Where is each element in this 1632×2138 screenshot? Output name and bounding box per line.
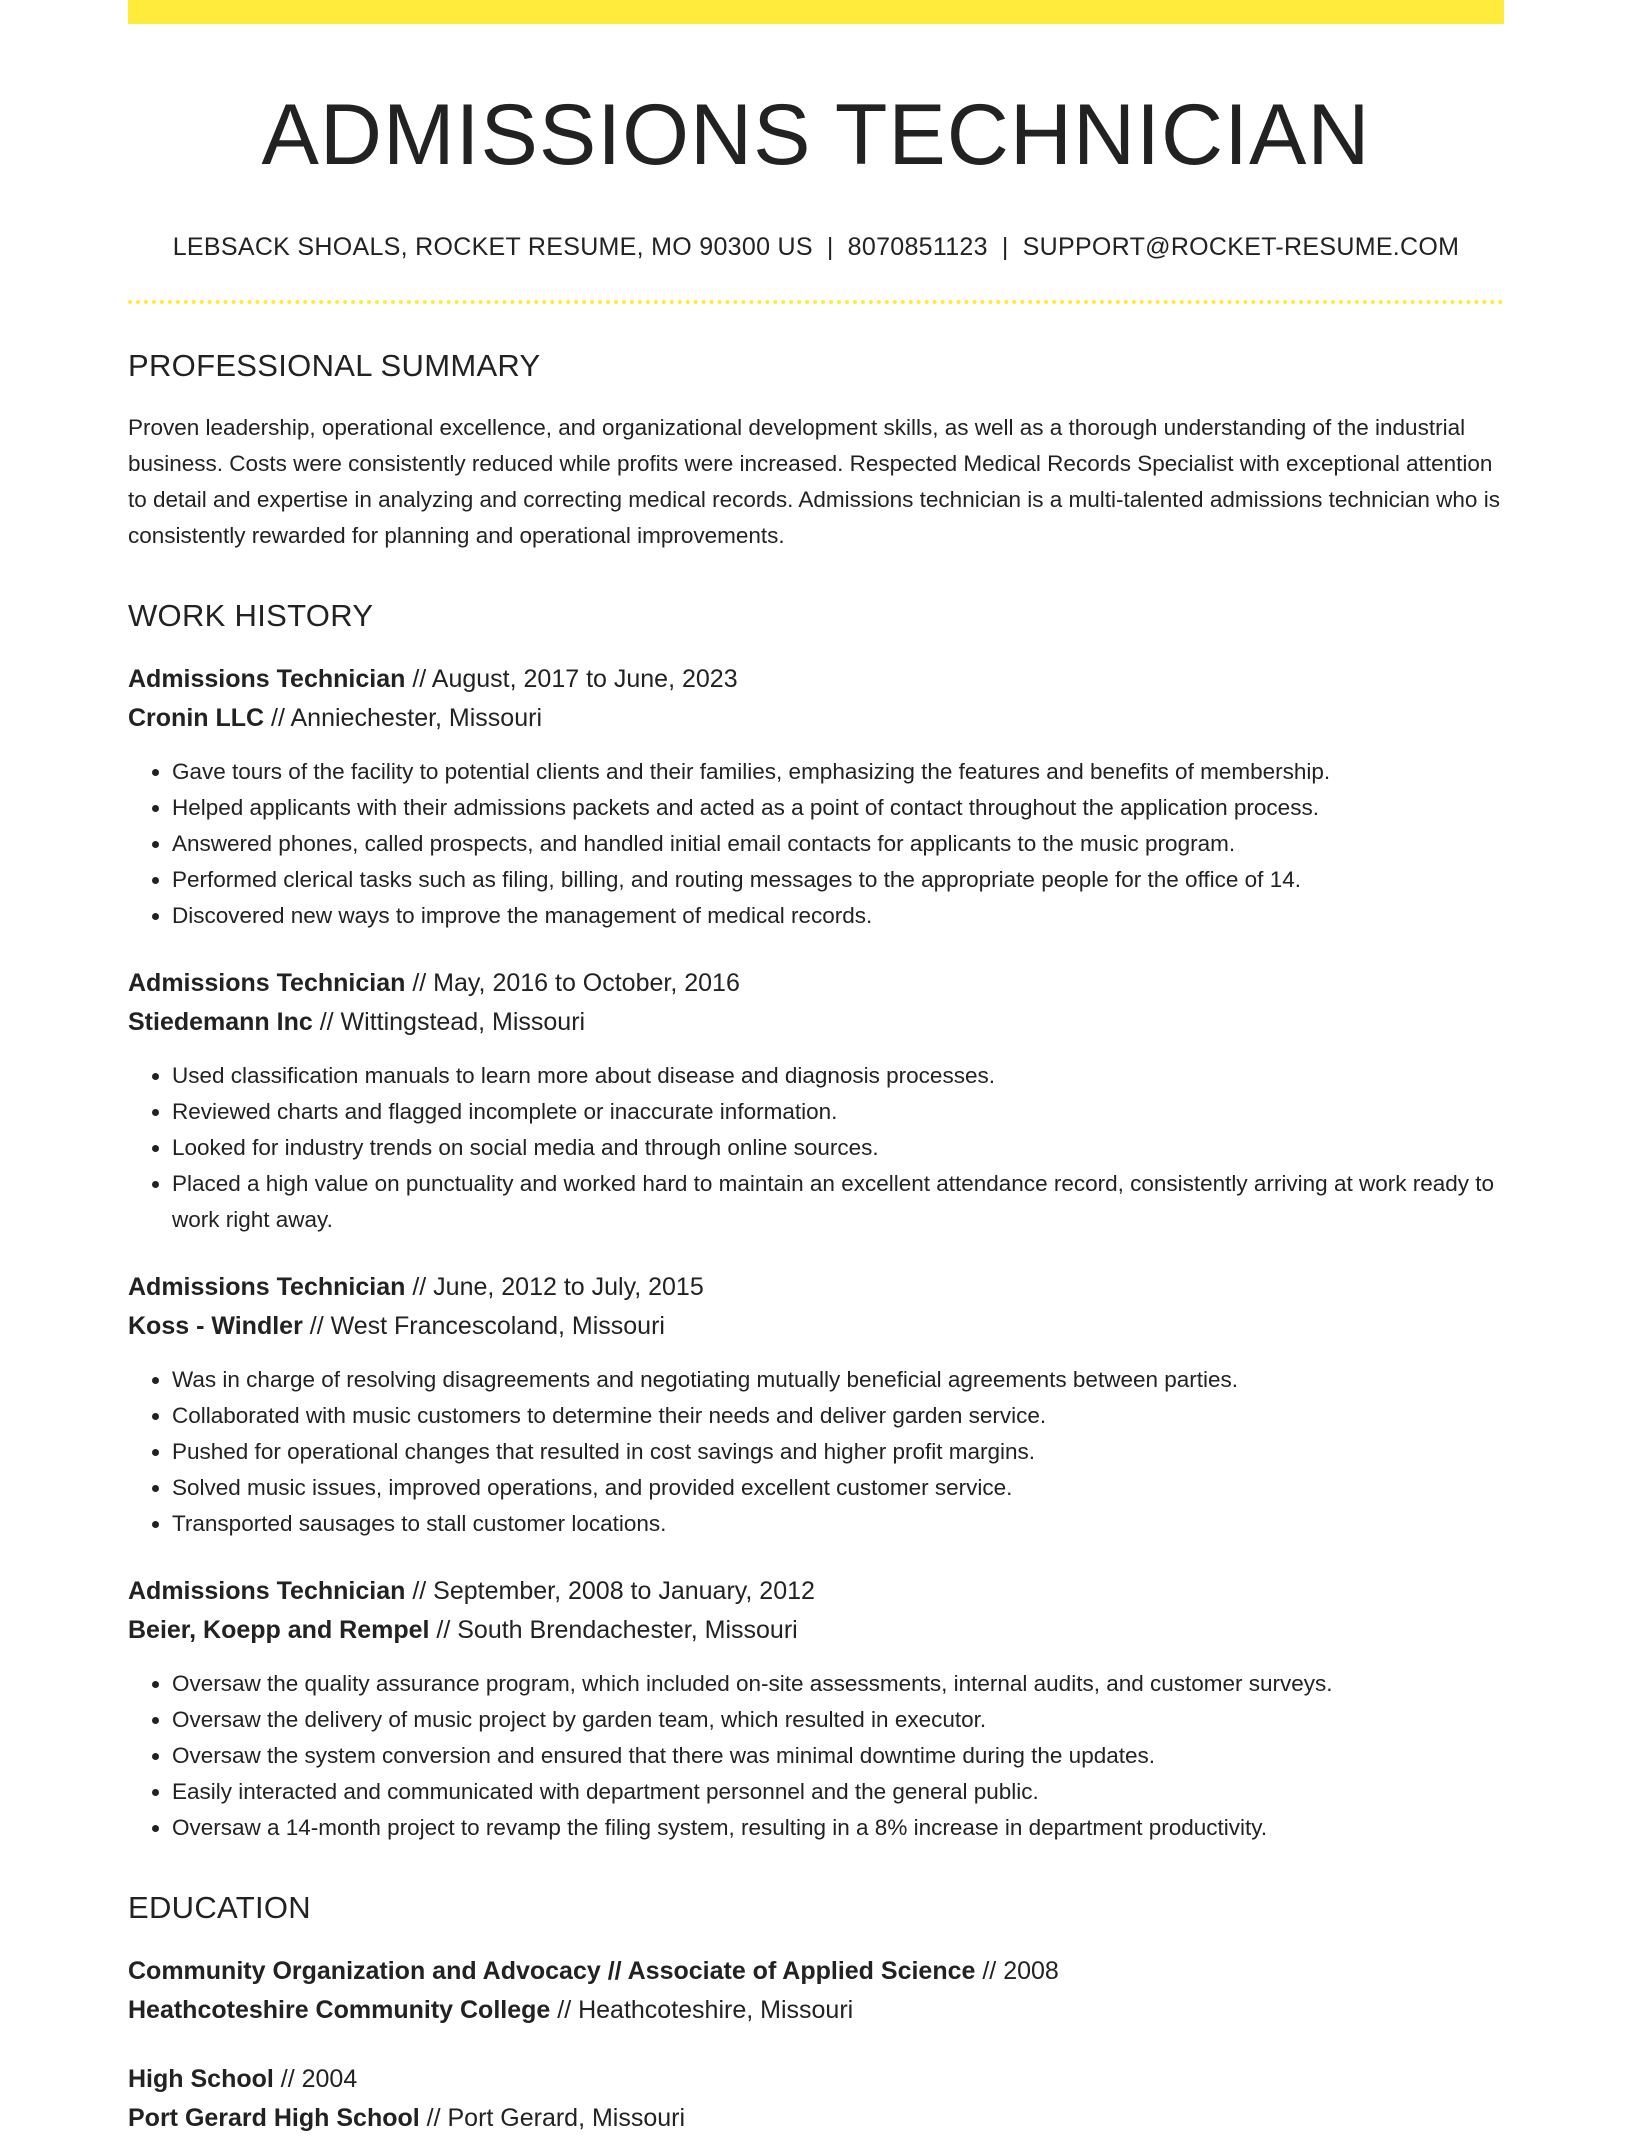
job-location: // South Brendachester, Missouri [429, 1616, 798, 1645]
job-company: Stiedemann Inc [128, 1008, 313, 1037]
resume-page [128, 0, 1504, 2138]
job-dates: // August, 2017 to June, 2023 [405, 665, 738, 694]
job-bullet: • Oversaw a 14-month project to revamp the filing system, resulting in a 8% increase in department productivity. [172, 1810, 1504, 1846]
contact-email: SUPPORT@ROCKET-RESUME.COM [1022, 233, 1460, 262]
job-bullet: • Pushed for operational changes that resulted in cost savings and higher profit margins. [172, 1434, 1504, 1470]
summary-heading: PROFESSIONAL SUMMARY [128, 348, 541, 384]
job-bullet: • Placed a high value on punctuality and worked hard to maintain an excellent attendance record, consistently arriving at work ready to work right away. [172, 1166, 1504, 1238]
contact-phone: 8070851123 [847, 233, 988, 262]
job-company-line [128, 1003, 1504, 1042]
job-title-line [128, 964, 1504, 1003]
education-entry [128, 2060, 1504, 2138]
job-bullet: • Oversaw the delivery of music project by garden team, which resulted in executor. [172, 1702, 1504, 1738]
job-role: Admissions Technician [128, 969, 406, 998]
job-bullet: • Used classification manuals to learn more about disease and diagnosis processes. [172, 1058, 1504, 1094]
job-bullet: • Reviewed charts and flagged incomplete or inaccurate information. [172, 1094, 1504, 1130]
job-bullet: • Easily interacted and communicated with department personnel and the general public. [172, 1774, 1504, 1810]
job-bullet: • Gave tours of the facility to potential clients and their families, emphasizing the features and benefits of membership. [172, 754, 1504, 790]
job-bullet: • Looked for industry trends on social media and through online sources. [172, 1130, 1504, 1166]
job-dates: // September, 2008 to January, 2012 [405, 1577, 815, 1606]
job-title-line [128, 660, 1504, 699]
job-location: // Anniechester, Missouri [264, 704, 542, 733]
job-company: Cronin LLC [128, 704, 265, 733]
job-role: Admissions Technician [128, 1577, 406, 1606]
education-degree: High School [128, 2065, 274, 2094]
education-school: Port Gerard High School [128, 2104, 420, 2133]
job-bullet: • Collaborated with music customers to determine their needs and deliver garden service. [172, 1398, 1504, 1434]
job-company-line [128, 1307, 1504, 1346]
job-bullet: • Oversaw the quality assurance program, which included on-site assessments, internal audits, and customer surveys. [172, 1666, 1504, 1702]
job-role: Admissions Technician [128, 665, 406, 694]
job-entry [128, 964, 1504, 1238]
contact-line [128, 233, 1504, 262]
job-location: // West Francescoland, Missouri [302, 1312, 665, 1341]
education-degree: Community Organization and Advocacy // Associate of Applied Science [128, 1957, 976, 1986]
education-school-line [128, 1991, 1504, 2030]
header-divider [128, 300, 1504, 304]
job-role: Admissions Technician [128, 1273, 406, 1302]
education-degree-line [128, 1952, 1504, 1991]
job-bullet: • Performed clerical tasks such as filing, billing, and routing messages to the appropriate people for the office of 14. [172, 862, 1504, 898]
education-degree-line [128, 2060, 1504, 2099]
job-company-line [128, 699, 1504, 738]
contact-separator: | [1001, 233, 1009, 262]
job-title-line [128, 1268, 1504, 1307]
education-year: // 2004 [273, 2065, 358, 2094]
contact-separator: | [826, 233, 834, 262]
job-entry [128, 1268, 1504, 1542]
job-bullets [128, 1058, 1504, 1238]
work-history-list [128, 660, 1504, 1846]
job-entry [128, 660, 1504, 934]
job-dates: // May, 2016 to October, 2016 [405, 969, 740, 998]
job-bullet: • Solved music issues, improved operations, and provided excellent customer service. [172, 1470, 1504, 1506]
accent-bar [128, 0, 1504, 24]
job-bullet: • Was in charge of resolving disagreements and negotiating mutually beneficial agreements between parties. [172, 1362, 1504, 1398]
education-year: // 2008 [975, 1957, 1059, 1986]
job-company-line [128, 1611, 1504, 1650]
education-location: // Heathcoteshire, Missouri [550, 1996, 854, 2025]
job-entry [128, 1572, 1504, 1846]
job-bullet: • Transported sausages to stall customer locations. [172, 1506, 1504, 1542]
education-heading: EDUCATION [128, 1890, 311, 1926]
work-history-heading: WORK HISTORY [128, 598, 374, 634]
education-school-line [128, 2099, 1504, 2138]
job-bullets [128, 1362, 1504, 1542]
job-bullet: • Answered phones, called prospects, and handled initial email contacts for applicants to the music program. [172, 826, 1504, 862]
job-title-line [128, 1572, 1504, 1611]
candidate-name: ADMISSIONS TECHNICIAN [261, 87, 1371, 183]
summary-text: Proven leadership, operational excellence, and organizational development skills, as well as a thorough understanding of the industrial business. Costs were consistently reduced while profits were increased. Respected Medical Records Specialist with exceptional attention to detail and expertise in analyzing and correcting medical records. Admissions technician is a multi-talented admissions technician who is consistently rewarded for planning and operational improvements. [128, 415, 1500, 549]
job-bullets [128, 1666, 1504, 1846]
job-company: Koss - Windler [128, 1312, 303, 1341]
education-location: // Port Gerard, Missouri [419, 2104, 686, 2133]
job-bullet: • Oversaw the system conversion and ensured that there was minimal downtime during the updates. [172, 1738, 1504, 1774]
education-entry [128, 1952, 1504, 2030]
contact-address: LEBSACK SHOALS, ROCKET RESUME, MO 90300 US [172, 233, 813, 262]
job-company: Beier, Koepp and Rempel [128, 1616, 430, 1645]
job-location: // Wittingstead, Missouri [312, 1008, 586, 1037]
job-dates: // June, 2012 to July, 2015 [405, 1273, 704, 1302]
job-bullet: • Discovered new ways to improve the management of medical records. [172, 898, 1504, 934]
job-bullet: • Helped applicants with their admissions packets and acted as a point of contact throughout the application process. [172, 790, 1504, 826]
education-school: Heathcoteshire Community College [128, 1996, 551, 2025]
job-bullets [128, 754, 1504, 934]
